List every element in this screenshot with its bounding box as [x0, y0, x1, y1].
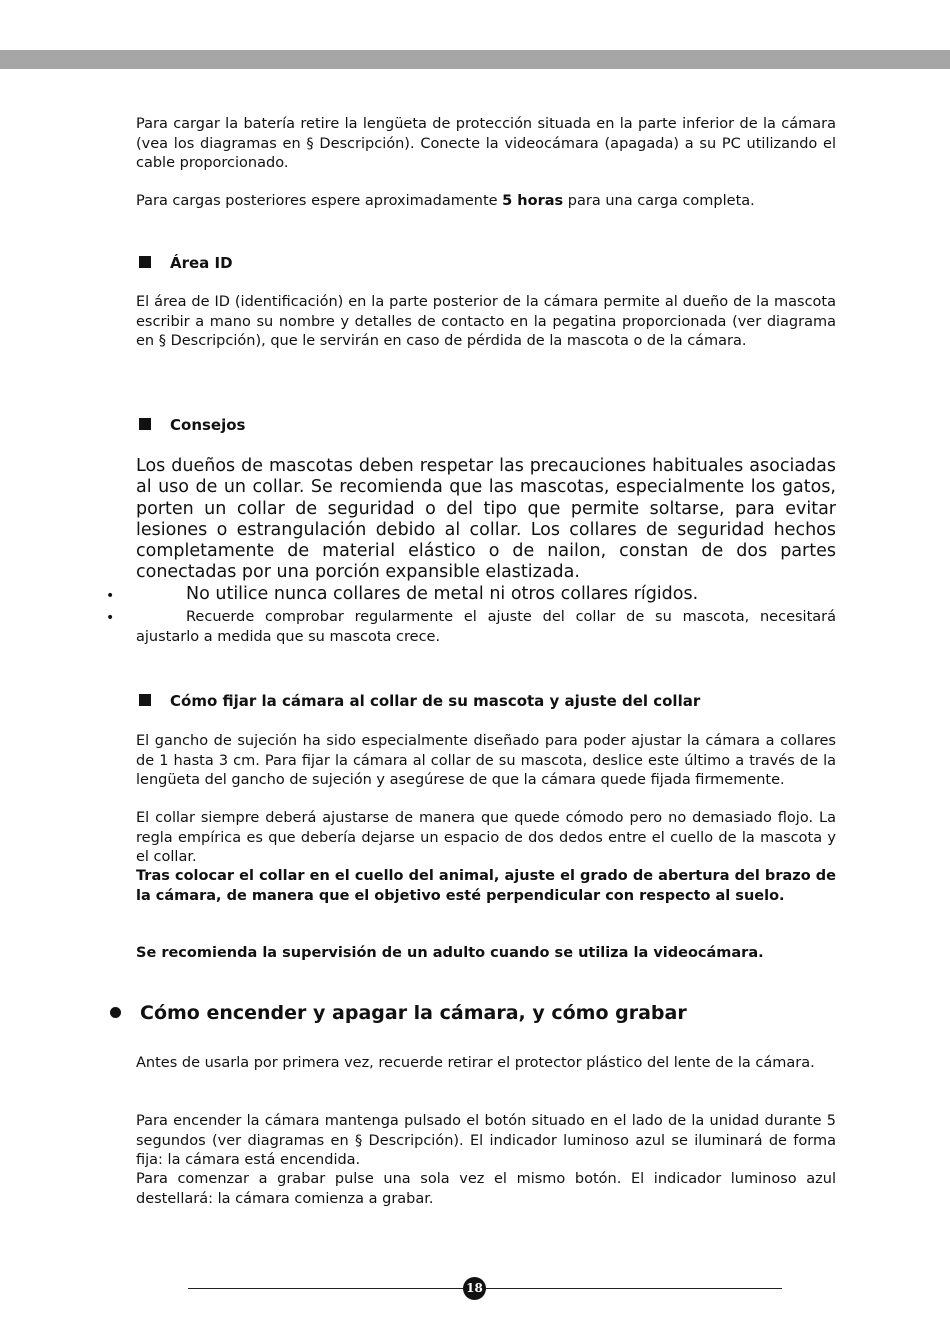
section-bullet-icon [110, 1007, 121, 1018]
consejos-bullet-2: Recuerde comprobar regularmente el ajuste del collar de su mascota, necesitará ajustarlo a medida que su mascota crece. [136, 609, 836, 645]
area-id-heading: Área ID [170, 254, 233, 272]
consejos-paragraph: Los dueños de mascotas deben respetar las precauciones habituales asociadas al uso de un collar. Se recomienda que las mascotas, especialmente los gatos, porten un collar de seguridad o del tipo que permite soltarse, para evitar lesiones o estrangulación debido al collar. Los collares de seguridad hechos completamente de material elástico o de nailon, constan de dos partes conectadas por una porción expansible elastizada. [136, 456, 836, 583]
fijar-paragraph-2: El collar siempre deberá ajustarse de manera que quede cómodo pero no demasiado flojo. La regla empírica es que debería dejarse un espacio de dos dedos entre el cuello de la mascota y el collar. [136, 810, 836, 865]
area-id-paragraph: El área de ID (identificación) en la parte posterior de la cámara permite al dueño de la mascota escribir a mano su nombre y detalles de contacto en la pegatina proporcionada (ver diagrama en § Descripción), que le servirán en caso de pérdida de la mascota o de la cámara. [136, 294, 836, 349]
square-bullet-icon [139, 418, 151, 430]
charging-time-text-end: para una carga completa. [563, 193, 755, 209]
charging-time-text: Para cargas posteriores espere aproximadamente [136, 193, 503, 209]
page-number: 18 [463, 1277, 486, 1300]
charging-time-paragraph [136, 192, 836, 212]
footer-line-left [188, 1288, 463, 1289]
charging-paragraph: Para cargar la batería retire la lengüeta de protección situada en la parte inferior de la cámara (vea los diagramas en § Descripción). Conecte la videocámara (apagada) a su PC utilizando el cable proporcionado. [136, 116, 836, 171]
header-bar [0, 50, 950, 69]
fijar-paragraph-3: Tras colocar el collar en el cuello del animal, ajuste el grado de abertura del brazo de la cámara, de manera que el objetivo esté perpendicular con respecto al suelo. [136, 868, 836, 904]
consejos-bullet-1: No utilice nunca collares de metal ni otros collares rígidos. [186, 584, 699, 604]
round-bullet-icon: • [106, 588, 115, 604]
charging-time-bold: 5 horas [502, 193, 564, 209]
encender-paragraph-1: Antes de usarla por primera vez, recuerde retirar el protector plástico del lente de la cámara. [136, 1055, 815, 1071]
consejos-heading: Consejos [170, 416, 246, 434]
fijar-heading: Cómo fijar la cámara al collar de su mascota y ajuste del collar [170, 692, 701, 710]
encender-paragraph-2: Para encender la cámara mantenga pulsado el botón situado en el lado de la unidad durante 5 segundos (ver diagramas en § Descripción). El indicador luminoso azul se iluminará de forma fija: la cámara está encendida. [136, 1113, 836, 1168]
fijar-supervision-note: Se recomienda la supervisión de un adulto cuando se utiliza la videocámara. [136, 945, 764, 961]
square-bullet-icon [139, 256, 151, 268]
round-bullet-icon: • [106, 610, 115, 626]
fijar-paragraph-1: El gancho de sujeción ha sido especialmente diseñado para poder ajustar la cámara a collares de 1 hasta 3 cm. Para fijar la cámara al collar de su mascota, deslice este último a través de la lengüeta del gancho de sujeción y asegúrese de que la cámara quede fijada firmemente. [136, 733, 836, 788]
encender-heading: Cómo encender y apagar la cámara, y cómo grabar [140, 1002, 687, 1024]
footer-line-right [486, 1288, 782, 1289]
square-bullet-icon [139, 694, 151, 706]
encender-paragraph-3: Para comenzar a grabar pulse una sola vez el mismo botón. El indicador luminoso azul destellará: la cámara comienza a grabar. [136, 1171, 836, 1207]
